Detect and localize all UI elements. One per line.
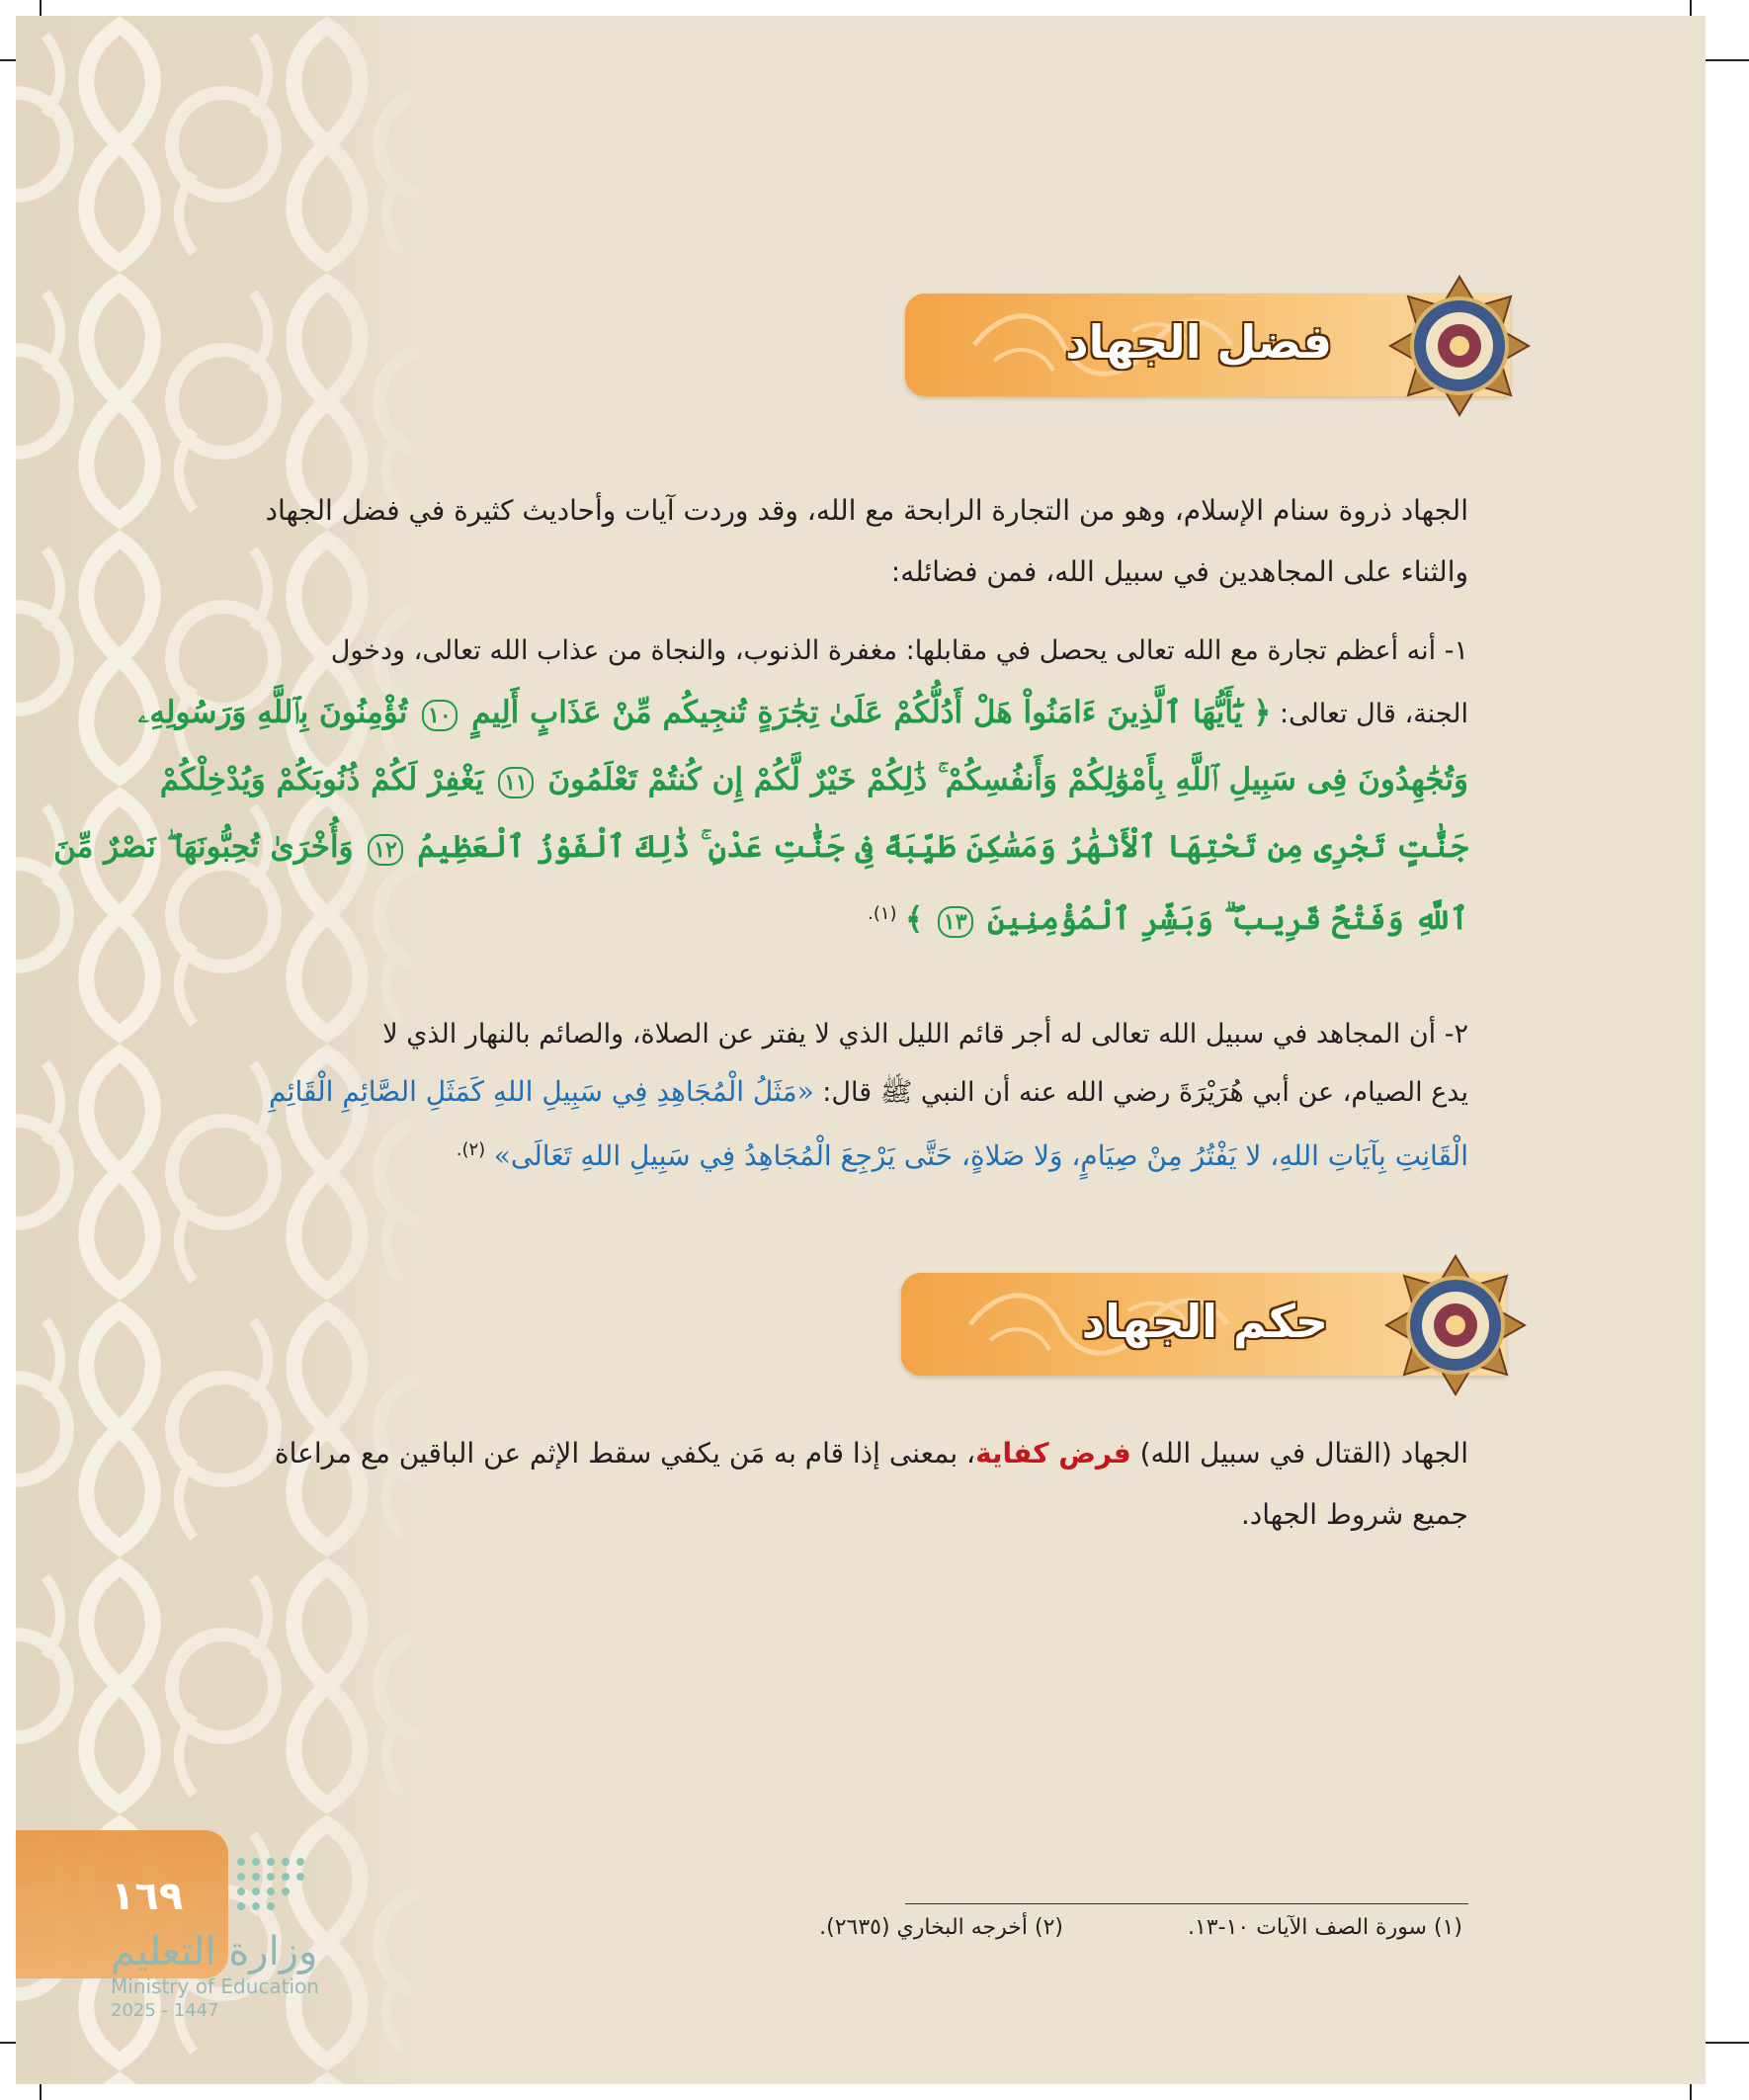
quran-verse: تُؤْمِنُونَ بِٱللَّهِ وَرَسُولِهِۦ: [137, 695, 408, 730]
text-line: [137, 680, 1468, 747]
list-item: [53, 623, 1468, 954]
hadith-text: «مَثَلُ الْمُجَاهِدِ فِي سَبِيلِ اللهِ كَمَثَلِ الصَّائِمِ الْقَائِمِ: [269, 1075, 814, 1108]
text-line: ٢- أن المجاهد في سبيل الله تعالى له أجر قائم الليل الذي لا يفتر عن الصلاة، والصائم بالنهار الذي لا: [382, 1019, 1468, 1050]
text-line: ١- أنه أعظم تجارة مع الله تعالى يحصل في مقابلها: مغفرة الذنوب، والنجاة من عذاب الله تعالى، ودخول: [330, 635, 1468, 666]
footnote: (٢) أخرجه البخاري (٢٦٣٥).: [819, 1915, 1063, 1940]
text-segment: ، بمعنى إذا قام به مَن يكفي سقط الإثم عن الباقين مع مراعاة: [274, 1437, 976, 1470]
section-title: حكم الجهاد: [1081, 1295, 1328, 1348]
crop-mark: [0, 59, 16, 61]
section-title: فضل الجهاد: [1065, 315, 1332, 369]
intro-paragraph: [228, 480, 1468, 603]
ayah-number: ١٣: [938, 906, 973, 938]
ministry-name-arabic: وزارة التعليم: [111, 1929, 318, 1974]
crop-mark: [40, 0, 42, 16]
text-line: [228, 1063, 1468, 1122]
rosette-ornament-icon: [1381, 1251, 1530, 1399]
text-line: والثناء على المجاهدين في سبيل الله، فمن فضائله:: [890, 555, 1468, 588]
text-line: [228, 882, 1468, 954]
text-line: [228, 1423, 1468, 1484]
text-segment: الجهاد (القتال في سبيل الله): [1139, 1437, 1468, 1470]
quran-verse: ﴾: [905, 901, 924, 937]
quran-verse: جَنَّٰتٍ تَجْرِى مِن تَحْتِهَا ٱلْأَنْهَٰرُ وَمَسَٰكِنَ طَيِّبَةً فِى جَنَّٰتِ عَدْنٍ ۚ ذَٰلِكَ ٱلْفَوْزُ ٱلْعَظِيمُ: [417, 829, 1468, 865]
text-line: [53, 814, 1468, 882]
footnote: (١) سورة الصف الآيات ١٠-١٣.: [1187, 1915, 1462, 1940]
footnote-divider: [905, 1903, 1468, 1904]
ruling-paragraph: [228, 1423, 1468, 1546]
quran-verse: وَأُخْرَىٰ تُحِبُّونَهَا ۖ نَصْرٌ مِّنَ: [53, 829, 354, 865]
hadith-text: الْقَانِتِ بِآيَاتِ اللهِ، لا يَفْتُرُ مِنْ صِيَامٍ، وَلا صَلاةٍ، حَتَّى يَرْجِعَ الْمُجَاهِدُ فِي سَبِيلِ اللهِ تَعَالَى»: [493, 1139, 1468, 1172]
ayah-number: ١٠: [422, 700, 458, 731]
highlight-term: فرض كفاية: [975, 1437, 1131, 1470]
quran-verse: ٱللَّهِ وَفَتْحٌ قَرِيبٌ ۗ وَبَشِّرِ ٱلْمُؤْمِنِينَ: [987, 901, 1468, 937]
edition-year: 2025 - 1447: [111, 2000, 219, 2021]
list-item: [228, 1006, 1468, 1186]
crop-mark: [0, 2042, 16, 2044]
book-page: [16, 16, 1706, 2084]
text-line: الجهاد ذروة سنام الإسلام، وهو من التجارة الرابحة مع الله، وقد وردت آيات وأحاديث كثيرة في فضل الجهاد: [265, 494, 1468, 527]
text-line: [159, 747, 1468, 814]
footnote-ref: (١).: [868, 903, 897, 924]
ayah-number: ١٢: [368, 834, 403, 866]
crop-mark: [1690, 0, 1692, 16]
quran-verse: ﴿ يَٰٓأَيُّهَا ٱلَّذِينَ ءَامَنُواْ هَلْ أَدُلُّكُمْ عَلَىٰ تِجَٰرَةٍ تُنجِيكُم مِّنْ عَذَابٍ أَلِيمٍ: [471, 695, 1272, 730]
text-prefix: يدع الصيام، عن أبي هُرَيْرَةَ رضي الله عنه أن النبي ﷺ قال:: [822, 1077, 1468, 1108]
crop-mark: [1690, 2084, 1692, 2100]
crop-mark: [1706, 59, 1749, 61]
quran-verse: وَتُجَٰهِدُونَ فِى سَبِيلِ ٱللَّهِ بِأَمْوَٰلِكُمْ وَأَنفُسِكُمْ ۚ ذَٰلِكُمْ خَيْرٌ لَّكُمْ إِن كُنتُمْ تَعْلَمُونَ: [547, 762, 1468, 798]
page-number: ١٦٩: [111, 1874, 184, 1919]
ministry-name-english: Ministry of Education: [111, 1974, 319, 1998]
quran-verse: يَغْفِرْ لَكُمْ ذُنُوبَكُمْ وَيُدْخِلْكُمْ: [159, 762, 484, 798]
ministry-logo-dots: [231, 1842, 330, 1941]
text-prefix: الجنة، قال تعالى:: [1279, 699, 1468, 729]
ayah-number: ١١: [498, 767, 534, 798]
crop-mark: [40, 2084, 42, 2100]
rosette-ornament-icon: [1385, 272, 1534, 420]
crop-mark: [1706, 2042, 1749, 2044]
text-line: [228, 1122, 1468, 1186]
text-line: جميع شروط الجهاد.: [1240, 1498, 1468, 1531]
footnote-ref: (٢).: [456, 1139, 486, 1160]
